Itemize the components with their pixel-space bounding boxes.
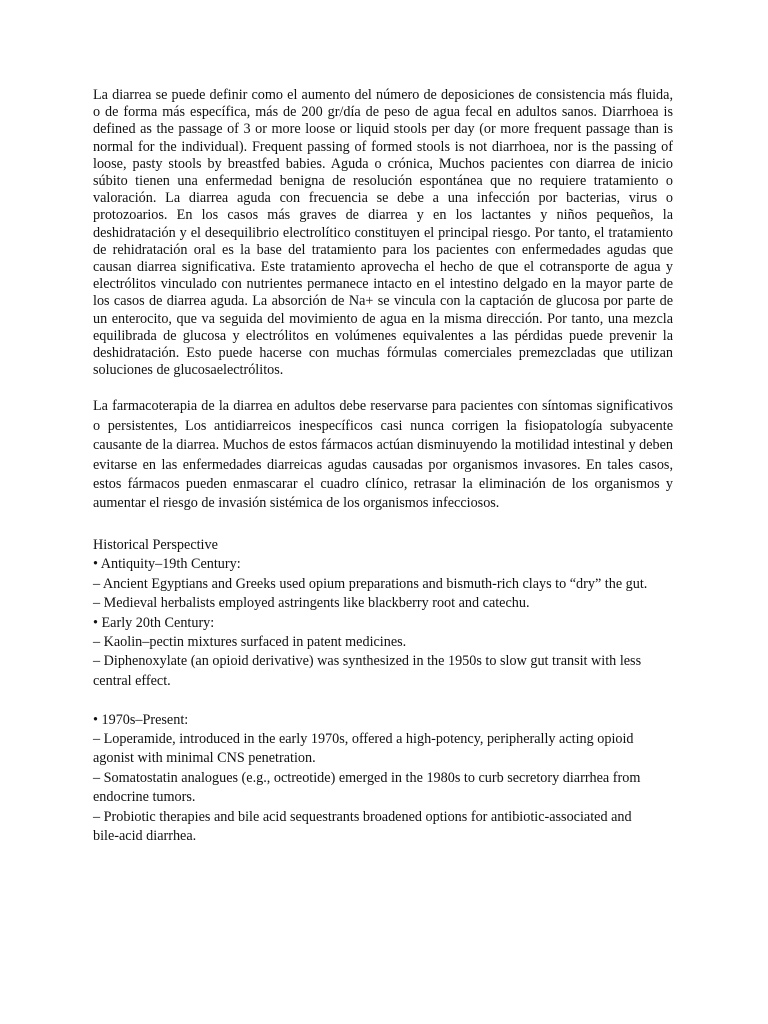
spacer: [93, 691, 673, 710]
section-heading: Historical Perspective: [93, 536, 218, 553]
list-item: – Kaolin–pectin mixtures surfaced in patent medicines.: [93, 633, 407, 650]
spanish-definition-text: La diarrea se puede definir como el aumento del número de deposiciones de consistencia más fluida, o de forma más específica, más de 200 gr/día de peso de agua fecal en adultos sanos.: [93, 87, 673, 121]
list-item: – Probiotic therapies and bile acid sequestrants broadened options for antibiotic‑associated and bile‑acid diarrhea.: [93, 808, 632, 844]
era-label-1970s-present: • 1970s–Present:: [93, 711, 189, 728]
era-label-early-20th: • Early 20th Century:: [93, 614, 215, 631]
paragraph-pharmacotherapy: La farmacoterapia de la diarrea en adultos debe reservarse para pacientes con síntomas significativos o persistentes, Los antidiarreicos inespecíficos casi nunca corrigen la fisiopatología subyacente causante de la diarrea. Muchos de estos fármacos actúan disminuyendo la motilidad intestinal y deben evitarse en las enfermedades diarreicas agudas causadas por organismos invasores. En tales casos, estos fármacos pueden enmascarar el cuadro clínico, retrasar la eliminación de los organismos y aumentar el riesgo de invasión sistémica de los organismos infecciosos.: [93, 398, 673, 512]
list-item: – Diphenoxylate (an opioid derivative) was synthesized in the 1950s to slow gut transit with less central effect.: [93, 653, 642, 689]
list-item: – Loperamide, introduced in the early 1970s, offered a high‑potency, peripherally acting opioid agonist with minimal CNS penetration.: [93, 730, 634, 767]
list-item: – Ancient Egyptians and Greeks used opium preparations and bismuth-rich clays to “dry” the gut.: [93, 575, 648, 592]
historical-perspective-section: [93, 536, 673, 846]
era-label-antiquity: • Antiquity–19th Century:: [93, 556, 241, 573]
list-item: – Medieval herbalists employed astringents like blackberry root and catechu.: [93, 595, 530, 612]
document-page: [93, 87, 673, 846]
acute-chronic-text: Aguda o crónica, Muchos pacientes con diarrea de inicio súbito tienen una enfermedad benigna de resolución espontánea que no requiere tratamiento o valoración. La diarrea aguda con frecuencia se debe a una infección por bacterias, virus o protozoarios. En los casos más graves de diarrea y en los lactantes y niños pequeños, la deshidratación y el desequilibrio electrolítico constituyen el principal riesgo. Por tanto, el tratamiento de rehidratación oral es la base del tratamiento para los pacientes con enfermedades agudas que causan diarrea significativa. Este tratamiento aprovecha el hecho de que el cotransporte de agua y electrólitos vinculado con nutrientes permanece intacto en el intestino delgado en la mayor parte de los casos de diarrea aguda. La absorción de Na+ se vincula con la captación de glucosa por parte de un enterocito, que va seguida del movimiento de agua en la misma dirección. Por tanto, una mezcla equilibrada de glucosa y electrólitos en volúmenes equivalentes a las pérdidas puede prevenir la deshidratación. Esto puede hacerse con muchas fórmulas comerciales premezcladas que utilizan soluciones de glucosaelectrólitos.: [93, 155, 673, 379]
english-definition-text: Diarrhoea is defined as the passage of 3 or more loose or liquid stools per day (or more frequent passage than is normal for the individual). Frequent passing of formed stools is not diarrhoea, nor is the passing of loose, pasty stools by breastfed babies.: [93, 104, 673, 172]
paragraph-intro: [93, 87, 673, 379]
list-item: – Somatostatin analogues (e.g., octreotide) emerged in the 1980s to curb secretory diarrhea from endocrine tumors.: [93, 769, 641, 806]
